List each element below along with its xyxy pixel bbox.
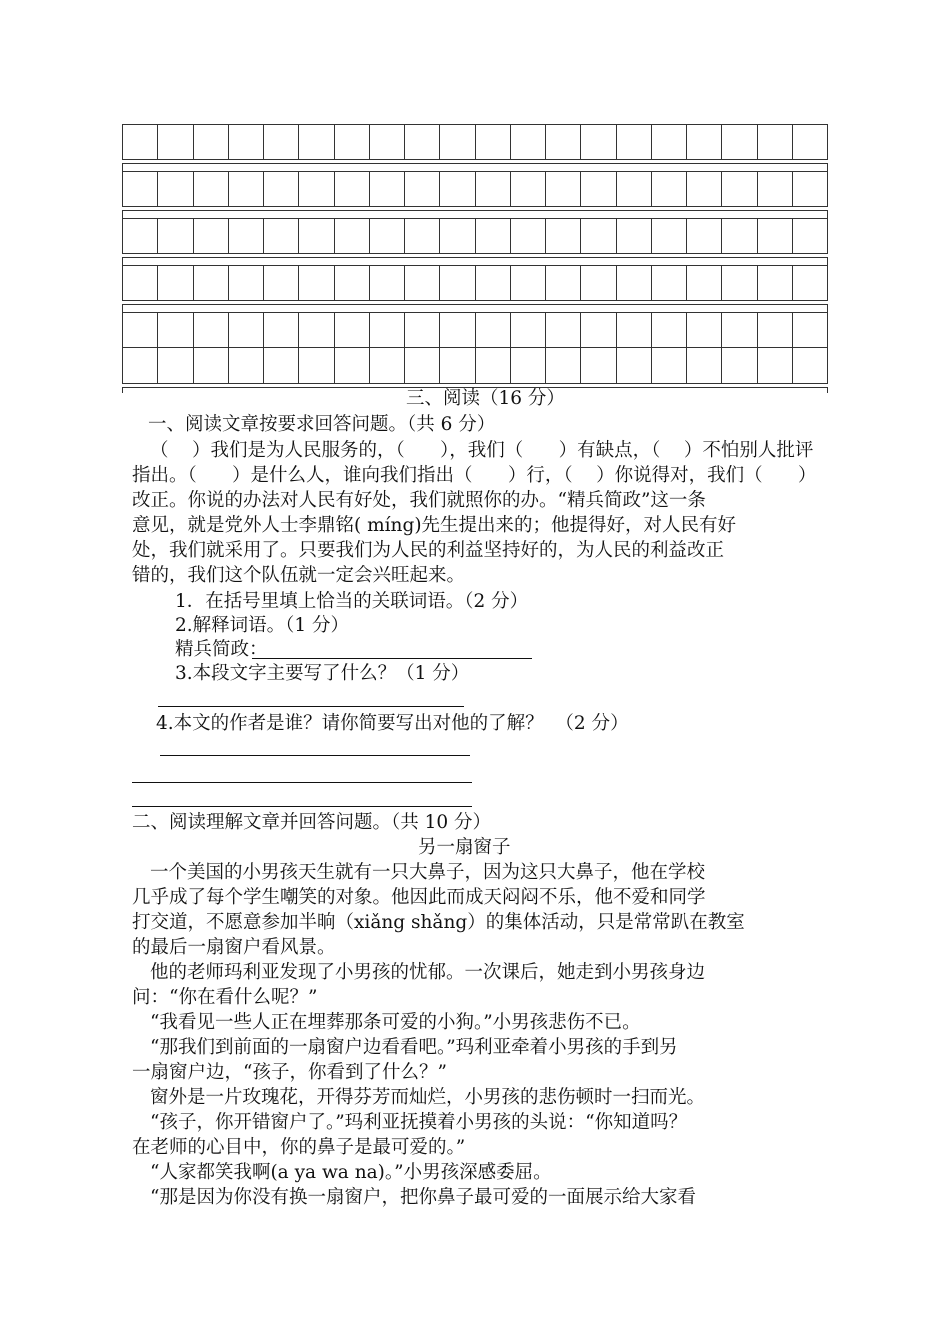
answer-line[interactable] (158, 706, 464, 707)
grid-cell[interactable] (439, 125, 474, 159)
grid-cell[interactable] (123, 125, 157, 159)
grid-cell[interactable] (228, 172, 263, 206)
grid-cell[interactable] (123, 172, 157, 206)
grid-row (122, 124, 828, 160)
question-1: 1．在括号里填上恰当的关联词语。（2 分） (175, 591, 529, 612)
story-line: “那是因为你没有换一扇窗户，把你鼻子最可爱的一面展示给大家看 (150, 1187, 696, 1208)
grid-cell[interactable] (369, 313, 404, 347)
grid-cell[interactable] (545, 172, 580, 206)
grid-cell[interactable] (616, 313, 651, 347)
grid-cell[interactable] (369, 266, 404, 300)
grid-cell[interactable] (439, 266, 474, 300)
grid-cell[interactable] (369, 348, 404, 383)
question-2: 2.解释词语。（1 分） (175, 615, 350, 636)
grid-cell[interactable] (228, 125, 263, 159)
grid-cell[interactable] (157, 348, 192, 383)
question-2-term: 精兵简政： (175, 639, 268, 660)
grid-cell[interactable] (369, 172, 404, 206)
story-line: 的最后一扇窗户看风景。 (132, 937, 336, 958)
grid-cell[interactable] (404, 125, 439, 159)
story-line: “人家都笑我啊(a ya wa na)。”小男孩深感委屈。 (150, 1162, 552, 1183)
story-title: 另一扇窗子 (418, 837, 511, 858)
grid-cell[interactable] (510, 266, 545, 300)
grid-cell[interactable] (721, 125, 756, 159)
grid-cell[interactable] (404, 313, 439, 347)
story-line: 他的老师玛利亚发现了小男孩的忧郁。一次课后，她走到小男孩身边 (150, 962, 706, 983)
grid-cell[interactable] (334, 125, 369, 159)
grid-cell[interactable] (510, 219, 545, 253)
part2-heading: 二、阅读理解文章并回答问题。（共 10 分） (132, 812, 492, 833)
grid-row (122, 312, 828, 348)
story-line: 问：“你在看什么呢？” (132, 987, 318, 1008)
grid-cell[interactable] (123, 266, 157, 300)
grid-cell[interactable] (157, 125, 192, 159)
grid-cell[interactable] (792, 266, 827, 300)
grid-row (122, 265, 828, 301)
grid-cell[interactable] (686, 219, 721, 253)
grid-cell[interactable] (439, 348, 474, 383)
question-3: 3.本段文字主要写了什么？（1 分） (175, 663, 470, 684)
passage-line: 意见，就是党外人士李鼎铭( míng)先生提出来的；他提得好，对人民有好 (132, 515, 737, 536)
grid-cell[interactable] (123, 219, 157, 253)
grid-cell[interactable] (792, 313, 827, 347)
grid-cell[interactable] (298, 266, 333, 300)
grid-cell[interactable] (369, 125, 404, 159)
grid-row (122, 348, 828, 384)
grid-gap (122, 304, 828, 312)
answer-line[interactable] (160, 755, 470, 756)
grid-cell[interactable] (545, 125, 580, 159)
story-line: 一扇窗户边，“孩子，你看到了什么？” (132, 1062, 447, 1083)
grid-cell[interactable] (263, 313, 298, 347)
grid-cell[interactable] (404, 266, 439, 300)
grid-cell[interactable] (298, 125, 333, 159)
grid-cell[interactable] (686, 313, 721, 347)
grid-cell[interactable] (545, 348, 580, 383)
answer-line[interactable] (132, 782, 472, 783)
grid-cell[interactable] (157, 266, 192, 300)
grid-cell[interactable] (510, 348, 545, 383)
grid-cell[interactable] (757, 313, 792, 347)
grid-gap (122, 257, 828, 265)
grid-cell[interactable] (475, 172, 510, 206)
passage-line: 改正。你说的办法对人民有好处，我们就照你的办。“精兵简政”这一条 (132, 490, 706, 511)
grid-cell[interactable] (228, 348, 263, 383)
grid-cell[interactable] (580, 266, 615, 300)
grid-cell[interactable] (616, 125, 651, 159)
grid-cell[interactable] (475, 219, 510, 253)
grid-cell[interactable] (334, 219, 369, 253)
grid-cell[interactable] (757, 125, 792, 159)
grid-cell[interactable] (404, 219, 439, 253)
grid-cell[interactable] (510, 313, 545, 347)
passage-line: 指出。（ ）是什么人，谁向我们指出（ ）行，（ ）你说得对，我们（ ） (132, 465, 817, 486)
grid-cell[interactable] (616, 172, 651, 206)
grid-cell[interactable] (757, 266, 792, 300)
grid-cell[interactable] (651, 313, 686, 347)
grid-cell[interactable] (263, 219, 298, 253)
grid-cell[interactable] (616, 219, 651, 253)
grid-cell[interactable] (439, 313, 474, 347)
story-line: 窗外是一片玫瑰花，开得芬芳而灿烂，小男孩的悲伤顿时一扫而光。 (150, 1087, 706, 1108)
grid-cell[interactable] (263, 266, 298, 300)
grid-cell[interactable] (334, 313, 369, 347)
grid-cell[interactable] (686, 172, 721, 206)
grid-row (122, 218, 828, 254)
grid-cell[interactable] (616, 266, 651, 300)
grid-cell[interactable] (123, 348, 157, 383)
answer-line[interactable] (132, 806, 472, 807)
grid-cell[interactable] (651, 266, 686, 300)
grid-cell[interactable] (510, 125, 545, 159)
story-line: 一个美国的小男孩天生就有一只大鼻子，因为这只大鼻子，他在学校 (150, 862, 706, 883)
grid-cell[interactable] (334, 172, 369, 206)
grid-cell[interactable] (157, 219, 192, 253)
grid-cell[interactable] (792, 172, 827, 206)
grid-cell[interactable] (439, 172, 474, 206)
grid-cell[interactable] (193, 172, 228, 206)
grid-cell[interactable] (404, 348, 439, 383)
grid-cell[interactable] (123, 313, 157, 347)
grid-cell[interactable] (757, 172, 792, 206)
grid-cell[interactable] (686, 348, 721, 383)
grid-cell[interactable] (792, 348, 827, 383)
grid-cell[interactable] (298, 219, 333, 253)
question-4: 4.本文的作者是谁？请你简要写出对他的了解？ （2 分） (156, 713, 629, 734)
grid-cell[interactable] (475, 313, 510, 347)
grid-cell[interactable] (193, 125, 228, 159)
grid-cell[interactable] (228, 219, 263, 253)
passage-line: 错的，我们这个队伍就一定会兴旺起来。 (132, 565, 466, 586)
grid-cell[interactable] (157, 172, 192, 206)
part1-heading: 一、阅读文章按要求回答问题。（共 6 分） (148, 414, 496, 435)
grid-cell[interactable] (334, 266, 369, 300)
grid-cell[interactable] (545, 313, 580, 347)
grid-cell[interactable] (721, 348, 756, 383)
grid-cell[interactable] (228, 313, 263, 347)
grid-cell[interactable] (545, 266, 580, 300)
grid-cell[interactable] (580, 313, 615, 347)
grid-gap (122, 163, 828, 171)
story-line: 几乎成了每个学生嘲笑的对象。他因此而成天闷闷不乐，他不爱和同学 (132, 887, 706, 908)
grid-cell[interactable] (510, 172, 545, 206)
grid-cell[interactable] (475, 125, 510, 159)
grid-cell[interactable] (686, 125, 721, 159)
grid-cell[interactable] (651, 219, 686, 253)
grid-cell[interactable] (616, 348, 651, 383)
grid-gap (122, 210, 828, 218)
grid-cell[interactable] (193, 313, 228, 347)
grid-cell[interactable] (580, 125, 615, 159)
grid-cell[interactable] (439, 219, 474, 253)
story-line: “孩子，你开错窗户了。”玛利亚抚摸着小男孩的头说：“你知道吗？ (150, 1112, 688, 1133)
grid-cell[interactable] (792, 219, 827, 253)
grid-cell[interactable] (298, 313, 333, 347)
grid-cell[interactable] (580, 348, 615, 383)
grid-cell[interactable] (580, 172, 615, 206)
grid-cell[interactable] (721, 266, 756, 300)
grid-cell[interactable] (721, 219, 756, 253)
grid-cell[interactable] (545, 219, 580, 253)
grid-cell[interactable] (721, 313, 756, 347)
section-title: 三、阅读（16 分） (406, 388, 565, 409)
story-line: “我看见一些人正在埋葬那条可爱的小狗。”小男孩悲伤不已。 (150, 1012, 641, 1033)
grid-cell[interactable] (651, 348, 686, 383)
grid-cell[interactable] (686, 266, 721, 300)
grid-cell[interactable] (580, 219, 615, 253)
passage-line: （ ）我们是为人民服务的，（ ），我们（ ）有缺点，（ ）不怕别人批评 (150, 440, 814, 461)
grid-cell[interactable] (651, 172, 686, 206)
grid-cell[interactable] (193, 348, 228, 383)
passage-line: 处，我们就采用了。只要我们为人民的利益坚持好的，为人民的利益改正 (132, 540, 725, 561)
story-line: “那我们到前面的一扇窗户边看看吧。”玛利亚牵着小男孩的手到另 (150, 1037, 678, 1058)
grid-cell[interactable] (369, 219, 404, 253)
grid-cell[interactable] (757, 219, 792, 253)
story-line: 在老师的心目中，你的鼻子是最可爱的。” (132, 1137, 466, 1158)
writing-grid (122, 124, 828, 393)
grid-cell[interactable] (298, 348, 333, 383)
grid-cell[interactable] (721, 172, 756, 206)
grid-cell[interactable] (228, 266, 263, 300)
grid-row (122, 171, 828, 207)
grid-cell[interactable] (792, 125, 827, 159)
grid-cell[interactable] (757, 348, 792, 383)
grid-cell[interactable] (157, 313, 192, 347)
grid-cell[interactable] (334, 348, 369, 383)
grid-cell[interactable] (651, 125, 686, 159)
grid-cell[interactable] (263, 172, 298, 206)
answer-line[interactable] (252, 658, 532, 659)
grid-cell[interactable] (475, 266, 510, 300)
grid-cell[interactable] (404, 172, 439, 206)
grid-cell[interactable] (298, 172, 333, 206)
grid-cell[interactable] (263, 348, 298, 383)
story-line: 打交道，不愿意参加半晌（xiǎng shǎng）的集体活动，只是常常趴在教室 (132, 912, 745, 933)
grid-cell[interactable] (193, 266, 228, 300)
grid-cell[interactable] (263, 125, 298, 159)
grid-cell[interactable] (475, 348, 510, 383)
grid-cell[interactable] (193, 219, 228, 253)
